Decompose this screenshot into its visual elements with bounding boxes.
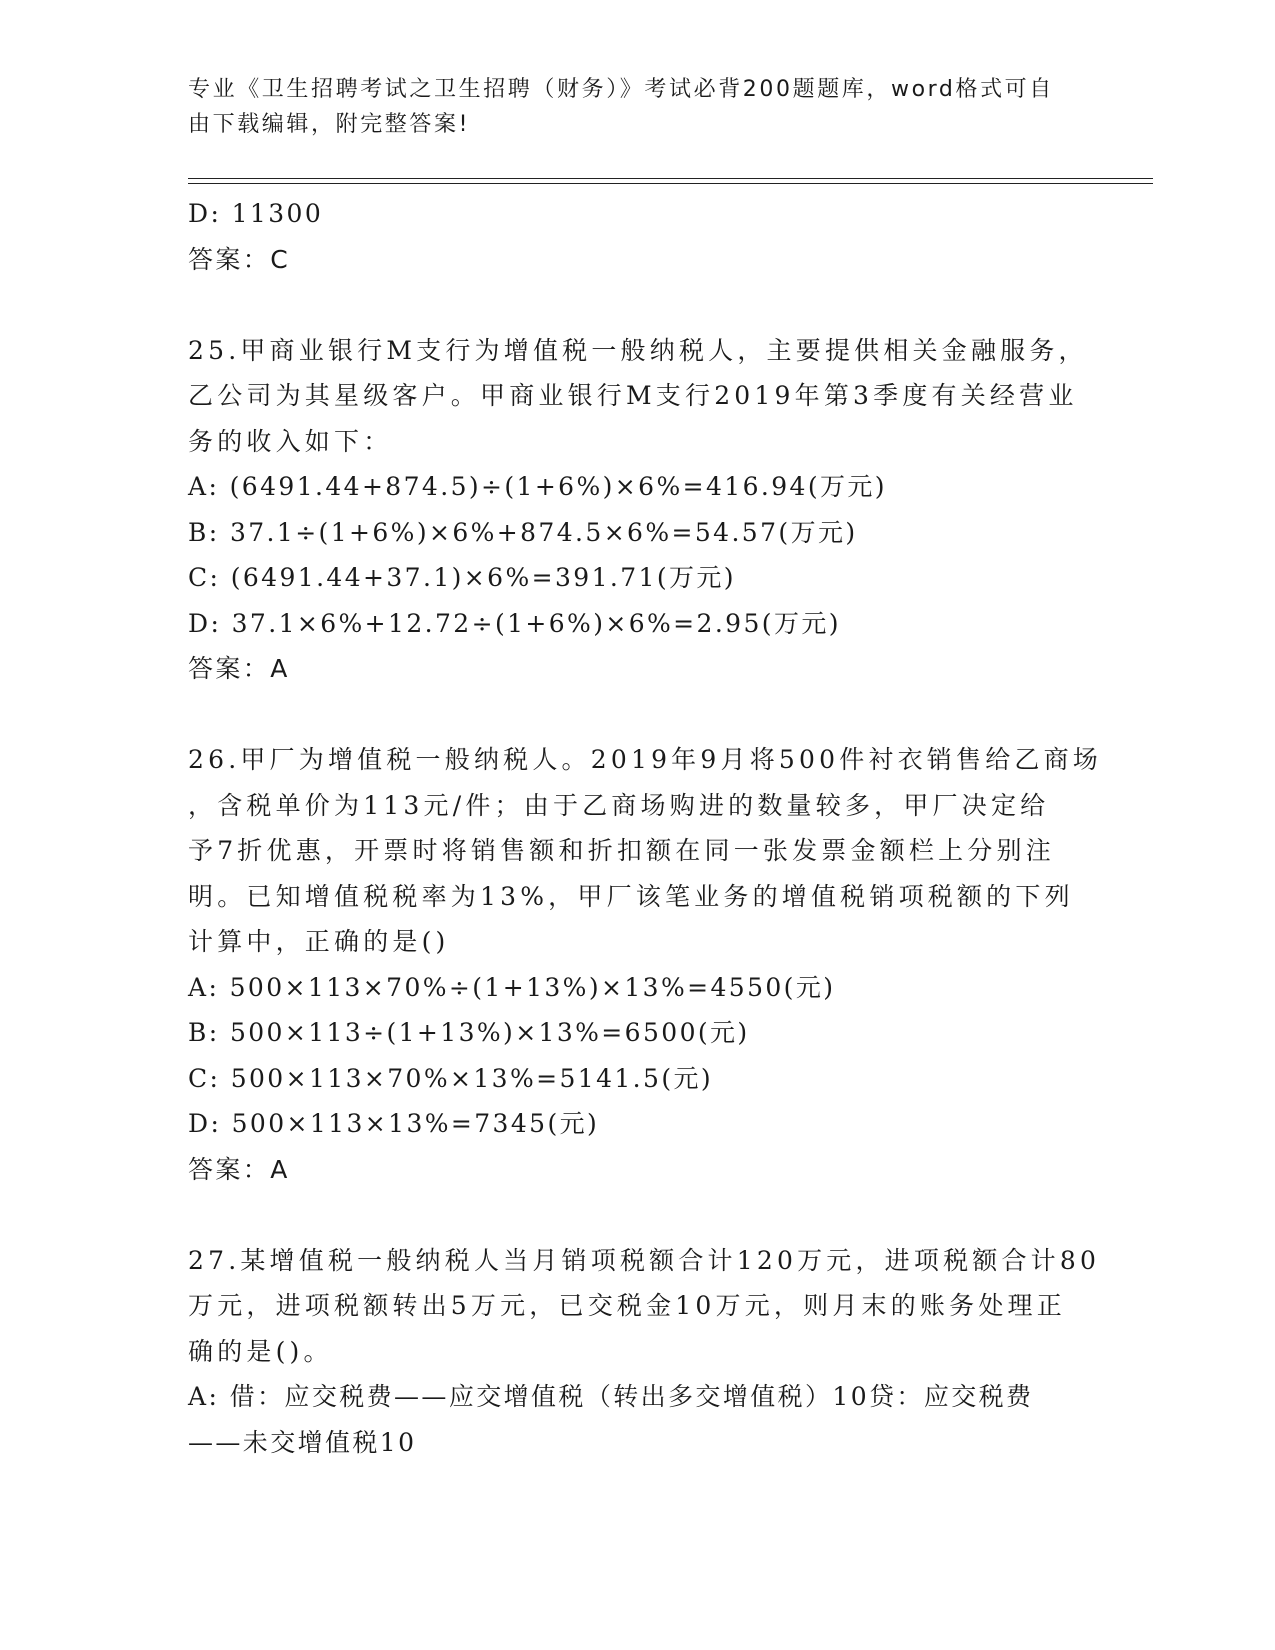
question-stem-line: 乙公司为其星级客户。甲商业银行M支行2019年第3季度有关经营业 <box>188 381 1078 410</box>
answer-line: 答案：A <box>188 1154 290 1184</box>
question-stem-line: 25.甲商业银行M支行为增值税一般纳税人，主要提供相关金融服务， <box>188 335 1088 365</box>
option-a: A: (6491.44+874.5)÷(1+6%)×6%=416.94(万元) <box>188 472 887 501</box>
option-a: A: 500×113×70%÷(1+13%)×13%=4550(元) <box>188 972 836 1002</box>
header-line-2: 由下载编辑，附完整答案! <box>188 112 471 137</box>
question-27 <box>188 1238 1101 1375</box>
question-stem-line: 确的是()。 <box>188 1336 333 1366</box>
option-c: C: (6491.44+37.1)×6%=391.71(万元) <box>188 563 736 592</box>
answer-line: 答案：A <box>188 654 290 683</box>
answer-line: 答案：C <box>188 244 291 274</box>
option-b: B: 500×113÷(1+13%)×13%=6500(元) <box>188 1018 750 1047</box>
document-body <box>188 191 1103 1465</box>
document-header <box>188 72 1068 142</box>
question-27-options <box>188 1374 1088 1465</box>
question-stem-line: 予7折优惠，开票时将销售额和折扣额在同一张发票金额栏上分别注 <box>188 836 1055 865</box>
question-stem-line: 27.某增值税一般纳税人当月销项税额合计120万元，进项税额合计80 <box>188 1245 1101 1275</box>
question-25 <box>188 328 1088 465</box>
header-line-1: 专业《卫生招聘考试之卫生招聘（财务）》考试必背200题题库，word格式可自 <box>188 77 1054 102</box>
question-stem-line: ，含税单价为113元/件；由于乙商场购进的数量较多，甲厂决定给 <box>188 790 1050 820</box>
option-a: A: 借：应交税费——应交增值税（转出多交增值税）10贷：应交税费 <box>188 1382 1034 1411</box>
header-divider-top <box>188 178 1153 179</box>
option-b: B: 37.1÷(1+6%)×6%+874.5×6%=54.57(万元) <box>188 517 858 547</box>
question-26-options <box>188 965 1088 1193</box>
option-d: D: 500×113×13%=7345(元) <box>188 1109 600 1138</box>
question-stem-line: 务的收入如下： <box>188 426 393 456</box>
question-stem-line: 计算中，正确的是() <box>188 927 450 956</box>
question-stem-line: 明。已知增值税税率为13%，甲厂该笔业务的增值税销项税额的下列 <box>188 881 1074 911</box>
question-stem-line: 26.甲厂为增值税一般纳税人。2019年9月将500件衬衣销售给乙商场 <box>188 745 1103 774</box>
option-d: D: 11300 <box>188 199 324 228</box>
option-d: D: 37.1×6%+12.72÷(1+6%)×6%=2.95(万元) <box>188 608 841 638</box>
question-25-options <box>188 464 1088 692</box>
question-stem-line: 万元，进项税额转出5万元，已交税金10万元，则月末的账务处理正 <box>188 1291 1066 1320</box>
option-a-continued: ——未交增值税10 <box>188 1427 417 1457</box>
question-block-partial <box>188 191 1088 282</box>
header-divider-bottom <box>188 183 1153 184</box>
option-c: C: 500×113×70%×13%=5141.5(元) <box>188 1063 714 1093</box>
question-26 <box>188 737 1103 965</box>
